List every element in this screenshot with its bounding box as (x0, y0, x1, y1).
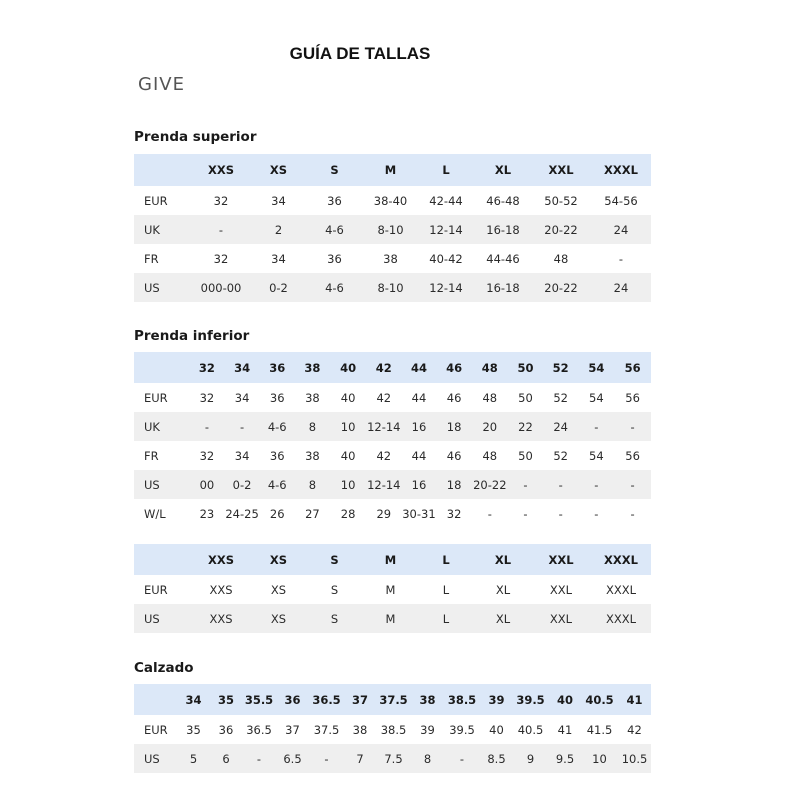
size-header-cell: M (384, 552, 397, 567)
size-header-cell: XXL (548, 163, 574, 177)
size-value-cell: 52 (553, 390, 568, 405)
size-value-cell: 54-56 (604, 193, 638, 208)
size-value-cell: 12-14 (367, 419, 401, 434)
size-value-cell: 46 (446, 448, 462, 463)
size-value-cell: XXL (549, 582, 573, 597)
size-header-cell: 32 (198, 360, 215, 375)
size-value-cell: 50 (518, 390, 533, 405)
size-value-cell: 56 (625, 448, 640, 463)
size-header-cell: XS (269, 163, 288, 177)
size-value-cell: - (558, 477, 563, 492)
header-corner-cell (134, 352, 189, 383)
size-value-cell: 50 (518, 448, 533, 463)
size-value-cell: 20-22 (544, 222, 578, 237)
table-header-row (134, 544, 651, 575)
row-label-cell: EUR (144, 193, 168, 208)
size-value-cell: 36.5 (246, 722, 272, 737)
size-header-cell: S (330, 163, 339, 177)
size-value-cell: - (523, 506, 528, 521)
size-value-cell: 42 (376, 448, 392, 463)
size-value-cell: 40 (340, 448, 356, 463)
size-value-cell: - (558, 506, 563, 521)
size-value-cell: 26 (269, 506, 285, 521)
size-value-cell: 10 (340, 419, 356, 434)
size-header-cell: XXS (207, 163, 234, 177)
size-header-cell: 39 (488, 692, 505, 707)
size-value-cell: 34 (271, 193, 286, 208)
size-value-cell: 16 (411, 477, 427, 492)
size-value-cell: 22 (518, 419, 533, 434)
size-value-cell: - (256, 751, 262, 766)
size-value-cell: - (594, 419, 599, 434)
size-value-cell: 20-22 (544, 280, 578, 295)
size-value-cell: 36 (327, 193, 342, 208)
size-value-cell: 48 (482, 390, 498, 405)
size-header-cell: 37.5 (379, 692, 408, 707)
size-header-cell: 50 (517, 360, 534, 375)
size-value-cell: 32 (199, 448, 215, 463)
size-value-cell: - (630, 506, 635, 521)
size-value-cell: 54 (589, 448, 604, 463)
size-value-cell: 16 (411, 419, 427, 434)
size-header-cell: 56 (624, 360, 641, 375)
size-value-cell: 0-2 (232, 477, 252, 492)
size-header-cell: 54 (588, 360, 605, 375)
page-title: GUÍA DE TALLAS (289, 44, 431, 63)
size-value-cell: - (594, 506, 599, 521)
size-value-cell: 40 (340, 390, 356, 405)
size-value-cell: 37 (285, 722, 300, 737)
size-value-cell: 12-14 (429, 222, 463, 237)
size-header-cell: 40.5 (585, 692, 614, 707)
size-header-cell: XL (494, 163, 512, 177)
size-value-cell: 4-6 (325, 222, 344, 237)
size-value-cell: 29 (376, 506, 392, 521)
size-value-cell: 32 (213, 251, 229, 266)
size-value-cell: - (487, 506, 492, 521)
size-value-cell: 52 (553, 448, 568, 463)
size-header-cell: 36.5 (312, 692, 341, 707)
size-value-cell: L (442, 582, 450, 597)
size-header-cell: XXXL (604, 163, 638, 177)
row-label-cell: EUR (144, 582, 168, 597)
size-value-cell: 24 (613, 280, 629, 295)
size-header-cell: 42 (375, 360, 392, 375)
size-value-cell: 9 (526, 751, 535, 766)
size-value-cell: 46-48 (486, 193, 520, 208)
size-value-cell: S (330, 611, 339, 626)
size-value-cell: 16-18 (486, 222, 520, 237)
size-header-cell: 38 (419, 692, 436, 707)
size-header-cell: 35.5 (244, 692, 274, 707)
row-label-cell: UK (144, 419, 160, 434)
size-header-cell: 36 (284, 692, 301, 707)
size-value-cell: L (442, 611, 450, 626)
size-value-cell: XXS (209, 611, 233, 626)
size-header-cell: XXS (207, 552, 234, 567)
size-value-cell: 28 (340, 506, 356, 521)
size-value-cell: 10.5 (621, 751, 648, 766)
section-title-prenda-inferior: Prenda inferior (134, 328, 250, 344)
size-value-cell: - (204, 419, 209, 434)
size-value-cell: 42 (376, 390, 392, 405)
size-value-cell: 34 (234, 390, 250, 405)
size-value-cell: - (324, 751, 329, 766)
header-corner-cell (134, 544, 190, 575)
row-label-cell: US (144, 751, 160, 766)
size-value-cell: 36 (269, 390, 285, 405)
size-value-cell: XXXL (605, 582, 637, 597)
table-row (134, 744, 651, 773)
size-value-cell: - (240, 419, 245, 434)
table-row (134, 470, 651, 499)
size-value-cell: 000-00 (200, 280, 242, 295)
size-header-cell: 40 (556, 692, 573, 707)
size-value-cell: M (385, 611, 396, 626)
table-row (134, 412, 651, 441)
size-value-cell: 5 (189, 751, 198, 766)
size-value-cell: XL (495, 611, 511, 626)
size-value-cell: 8-10 (377, 280, 404, 295)
size-value-cell: 8 (423, 751, 432, 766)
size-value-cell: 18 (446, 419, 462, 434)
table-header-row (134, 154, 651, 186)
size-header-cell: XXL (548, 552, 574, 567)
size-header-cell: 52 (552, 360, 569, 375)
size-value-cell: 36 (269, 448, 285, 463)
size-value-cell: 18 (446, 477, 462, 492)
section-title-prenda-superior: Prenda superior (134, 129, 257, 145)
size-value-cell: 37.5 (313, 722, 340, 737)
size-value-cell: - (523, 477, 528, 492)
size-value-cell: 44-46 (486, 251, 520, 266)
size-value-cell: 20-22 (473, 477, 507, 492)
size-header-cell: XXXL (604, 552, 638, 567)
size-value-cell: 34 (234, 448, 250, 463)
size-value-cell: XXXL (605, 611, 637, 626)
size-header-cell: 46 (446, 360, 463, 375)
size-value-cell: 30-31 (402, 506, 436, 521)
size-header-cell: 38.5 (447, 692, 477, 707)
table-row (134, 244, 651, 273)
header-corner-cell (134, 154, 190, 186)
size-value-cell: - (594, 477, 599, 492)
size-header-cell: 39.5 (516, 692, 545, 707)
table-row (134, 273, 651, 302)
size-value-cell: M (385, 582, 396, 597)
size-value-cell: 56 (625, 390, 640, 405)
table-header-row (134, 684, 651, 715)
size-value-cell: 10 (592, 751, 607, 766)
table-row (134, 383, 651, 412)
size-value-cell: 38 (352, 722, 368, 737)
size-value-cell: 44 (411, 448, 427, 463)
size-value-cell: 40 (489, 722, 504, 737)
size-value-cell: 50-52 (544, 193, 578, 208)
row-label-cell: US (144, 477, 160, 492)
size-header-cell: 38 (304, 360, 321, 375)
size-header-cell: 34 (234, 360, 251, 375)
size-value-cell: 16-18 (486, 280, 520, 295)
size-value-cell: 40-42 (429, 251, 463, 266)
row-label-cell: US (144, 611, 160, 626)
size-value-cell: 2 (274, 222, 283, 237)
size-value-cell: 32 (213, 193, 229, 208)
size-header-cell: 48 (481, 360, 498, 375)
size-value-cell: XL (495, 582, 511, 597)
size-value-cell: 12-14 (367, 477, 401, 492)
size-value-cell: 44 (411, 390, 427, 405)
size-value-cell: 6.5 (283, 751, 302, 766)
size-value-cell: 38 (305, 448, 320, 463)
size-value-cell: 8 (308, 477, 317, 492)
size-value-cell: 41.5 (586, 722, 613, 737)
size-value-cell: 9.5 (555, 751, 575, 766)
row-label-cell: FR (144, 251, 159, 266)
size-value-cell: 32 (199, 390, 215, 405)
size-value-cell: 24 (613, 222, 629, 237)
row-label-cell: US (144, 280, 160, 295)
size-value-cell: 41 (557, 722, 573, 737)
size-table-calzado (134, 684, 651, 773)
size-value-cell: 4-6 (325, 280, 344, 295)
table-row (134, 215, 651, 244)
size-value-cell: 54 (589, 390, 604, 405)
size-table-prenda-superior (134, 154, 651, 302)
size-header-cell: 37 (351, 692, 368, 707)
size-value-cell: 39.5 (449, 722, 475, 737)
size-value-cell: 48 (553, 251, 569, 266)
header-corner-cell (134, 684, 176, 715)
size-header-cell: S (330, 552, 339, 567)
size-header-cell: 34 (185, 692, 202, 707)
size-header-cell: L (442, 552, 450, 567)
table-row (134, 499, 651, 528)
size-table-prenda-inferior-letras (134, 544, 651, 633)
row-label-cell: UK (144, 222, 160, 237)
size-value-cell: 7.5 (384, 751, 403, 766)
brand-logo: GIVE (138, 74, 185, 95)
table-row (134, 604, 651, 633)
size-value-cell: 4-6 (267, 419, 287, 434)
size-value-cell: 32 (446, 506, 462, 521)
size-value-cell: - (630, 477, 635, 492)
table-row (134, 715, 651, 744)
size-value-cell: 10 (340, 477, 356, 492)
size-header-cell: XS (269, 552, 288, 567)
size-value-cell: 8-10 (377, 222, 404, 237)
size-value-cell: 40.5 (517, 722, 544, 737)
size-value-cell: 42-44 (429, 193, 463, 208)
row-label-cell: EUR (144, 390, 168, 405)
size-value-cell: 12-14 (429, 280, 463, 295)
size-table-prenda-inferior (134, 352, 651, 528)
size-header-cell: M (384, 163, 397, 177)
size-header-cell: 41 (626, 692, 643, 707)
size-header-cell: 35 (217, 692, 234, 707)
size-value-cell: 38-40 (373, 193, 408, 208)
size-value-cell: 0-2 (269, 280, 288, 295)
size-value-cell: 27 (305, 506, 320, 521)
size-header-cell: 40 (340, 360, 357, 375)
size-value-cell: - (618, 251, 624, 266)
size-value-cell: 38.5 (380, 722, 407, 737)
size-value-cell: 20 (482, 419, 498, 434)
size-value-cell: S (330, 582, 339, 597)
size-value-cell: - (459, 751, 465, 766)
size-value-cell: 39 (420, 722, 435, 737)
size-value-cell: 35 (186, 722, 201, 737)
row-label-cell: EUR (144, 722, 168, 737)
size-header-cell: 44 (410, 360, 427, 375)
size-value-cell: 23 (199, 506, 215, 521)
table-row (134, 186, 651, 215)
size-value-cell: 6 (222, 751, 230, 766)
row-label-cell: FR (144, 448, 159, 463)
size-value-cell: 38 (383, 251, 398, 266)
size-value-cell: 36 (327, 251, 342, 266)
size-value-cell: 8.5 (487, 751, 506, 766)
table-header-row (134, 352, 651, 383)
size-header-cell: L (442, 163, 450, 177)
size-header-cell: 36 (269, 360, 286, 375)
table-row (134, 441, 651, 470)
size-value-cell: 7 (356, 751, 364, 766)
size-value-cell: XS (270, 582, 287, 597)
size-value-cell: XXL (549, 611, 573, 626)
size-value-cell: - (630, 419, 635, 434)
size-value-cell: 00 (199, 477, 215, 492)
size-value-cell: 36 (218, 722, 234, 737)
size-value-cell: - (218, 222, 224, 237)
size-value-cell: 8 (308, 419, 317, 434)
section-title-calzado: Calzado (134, 660, 194, 676)
size-value-cell: 38 (305, 390, 320, 405)
row-label-cell: W/L (144, 506, 166, 521)
size-value-cell: 48 (482, 448, 498, 463)
size-value-cell: 42 (627, 722, 642, 737)
size-value-cell: 4-6 (267, 477, 287, 492)
size-value-cell: 24-25 (225, 506, 259, 521)
size-value-cell: XS (270, 611, 287, 626)
size-value-cell: 24 (553, 419, 568, 434)
table-row (134, 575, 651, 604)
size-value-cell: 46 (446, 390, 462, 405)
size-value-cell: 34 (271, 251, 286, 266)
size-header-cell: XL (494, 552, 512, 567)
size-value-cell: XXS (209, 582, 233, 597)
